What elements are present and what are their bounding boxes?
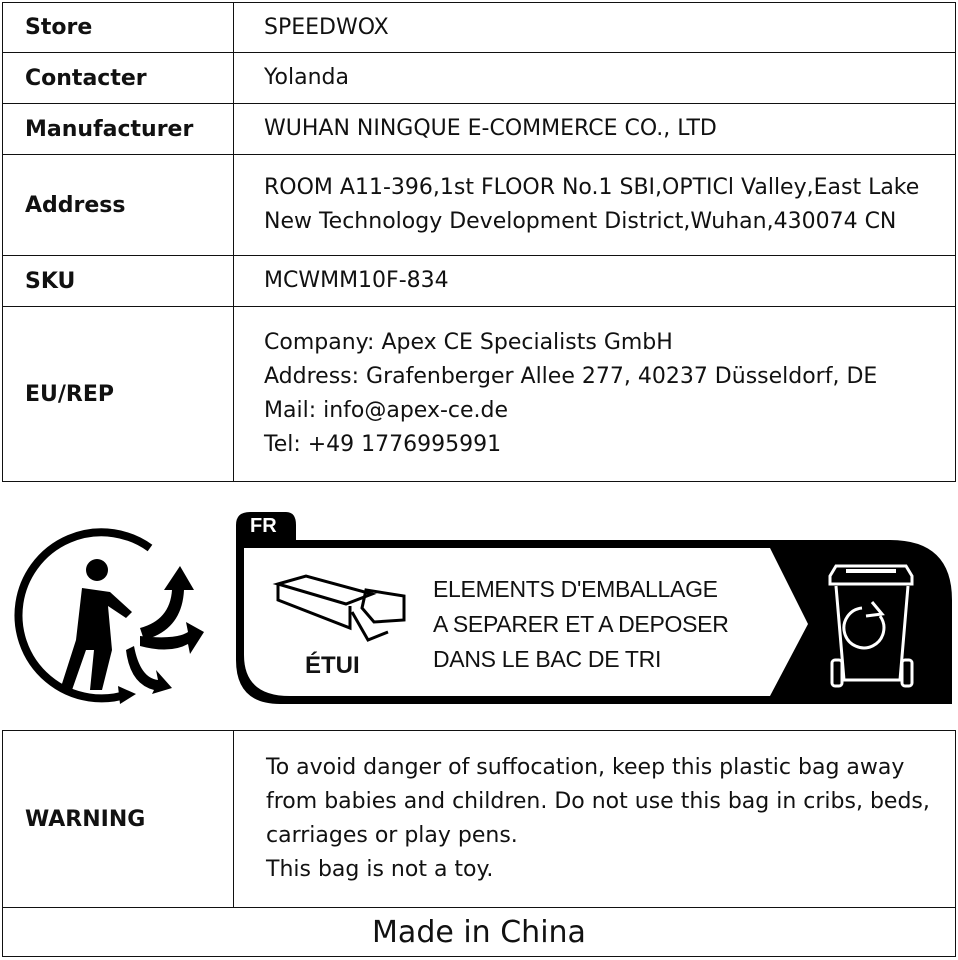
row-contacter <box>3 53 956 104</box>
item-name: ÉTUI <box>305 652 360 679</box>
label: Manufacturer <box>3 104 234 155</box>
label: EU/REP <box>3 307 234 482</box>
label: SKU <box>3 256 234 307</box>
warning-line: carriages or play pens. <box>266 823 518 848</box>
value-line: Address: Grafenberger Allee 277, 40237 Düsseldorf, DE <box>264 364 878 389</box>
value-line: ROOM A11-396,1st FLOOR No.1 SBI,OPTICl Valley,East Lake <box>264 175 920 200</box>
value-line: New Technology Development District,Wuhan,430074 CN <box>264 209 897 234</box>
value-line: Mail: info@apex-ce.de <box>264 398 509 423</box>
label: Address <box>3 155 234 256</box>
value: WUHAN NINGQUE E-COMMERCE CO., LTD <box>264 116 717 141</box>
warning-label: WARNING <box>3 731 234 908</box>
warning-line: This bag is not a toy. <box>266 857 494 882</box>
warning-table <box>2 730 956 957</box>
value-line: Company: Apex CE Specialists GmbH <box>264 330 673 355</box>
warning-line: To avoid danger of suffocation, keep this plastic bag away <box>266 755 905 780</box>
product-info-table <box>2 2 956 482</box>
label: Store <box>3 3 234 53</box>
country-code: FR <box>250 515 277 537</box>
value: MCWMM10F-834 <box>264 268 449 293</box>
triman-icon <box>18 532 204 704</box>
row-sku <box>3 256 956 307</box>
instruction-line: ELEMENTS D'EMBALLAGE <box>433 576 718 602</box>
row-manufacturer <box>3 104 956 155</box>
instruction-line: A SEPARER ET A DEPOSER <box>433 611 729 637</box>
sorting-instructions <box>433 572 729 677</box>
origin: Made in China <box>3 908 956 957</box>
instruction-line: DANS LE BAC DE TRI <box>433 646 662 672</box>
value: Yolanda <box>264 65 349 90</box>
value-line: Tel: +49 1776995991 <box>264 432 502 457</box>
label: Contacter <box>3 53 234 104</box>
row-address <box>3 155 956 256</box>
warning-line: from babies and children. Do not use this bag in cribs, beds, <box>266 789 930 814</box>
row-warning <box>3 731 956 908</box>
row-eu-rep <box>3 307 956 482</box>
value: SPEEDWOX <box>264 14 389 40</box>
row-store <box>3 3 956 53</box>
